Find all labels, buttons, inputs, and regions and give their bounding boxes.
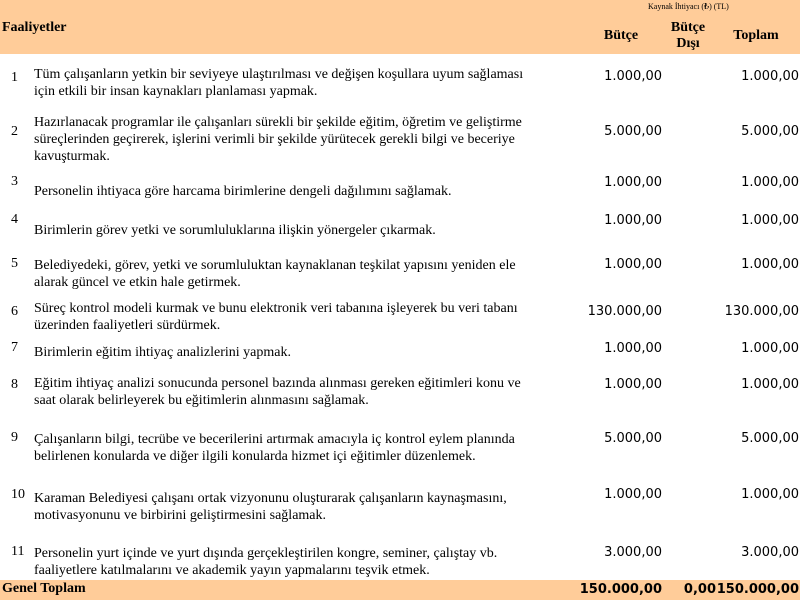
grand-total-row <box>0 580 800 600</box>
table-header <box>0 0 800 54</box>
activities-column-header: Faaliyetler <box>2 20 67 35</box>
activity-line: faaliyetlere katılmalarını ve akademik yayın yapmalarını teşvik etmek. <box>34 563 430 578</box>
activity-text <box>34 257 584 291</box>
activity-text <box>34 344 584 361</box>
budget-value: 3.000,00 <box>604 545 662 560</box>
activity-line: Süreç kontrol modeli kurmak ve bunu elektronik veri tabanına işleyerek bu veri tabanı <box>34 301 518 316</box>
activity-line: kavuşturmak. <box>34 149 110 164</box>
off-budget-column-header <box>662 20 714 52</box>
activity-line: saat olarak belirleyerek bu eğitimlerin alınmasını sağlamak. <box>34 393 369 408</box>
row-number: 4 <box>11 212 18 227</box>
resource-need-label: Kaynak İhtiyacı (₺) (TL) <box>648 2 729 11</box>
row-number: 2 <box>11 124 18 139</box>
activity-text <box>34 114 584 165</box>
off-budget-header-line1: Bütçe <box>670 20 706 35</box>
budget-value: 1.000,00 <box>604 341 662 356</box>
budget-value: 1.000,00 <box>604 213 662 228</box>
activity-line: Birimlerin eğitim ihtiyaç analizlerini yapmak. <box>34 345 291 360</box>
row-number: 10 <box>11 487 25 502</box>
total-value: 5.000,00 <box>741 431 799 446</box>
activity-line: üzerinden faaliyetleri sürdürmek. <box>34 318 221 333</box>
budget-value: 1.000,00 <box>604 175 662 190</box>
off-budget-header-line2: Dışı <box>676 36 700 51</box>
total-column-header: Toplam <box>733 28 779 43</box>
activity-line: alarak güncel ve etkin hale getirmek. <box>34 275 241 290</box>
grand-total-off-budget: 0,00 <box>683 582 716 597</box>
activity-text <box>34 183 584 200</box>
activity-text <box>34 222 584 239</box>
activity-line: Çalışanların bilgi, tecrübe ve becerilerini artırmak amacıyla iç kontrol eylem planında <box>34 432 515 447</box>
total-value: 1.000,00 <box>741 257 799 272</box>
budget-value: 1.000,00 <box>604 487 662 502</box>
budget-value: 130.000,00 <box>587 304 662 319</box>
total-value: 1.000,00 <box>741 487 799 502</box>
row-number: 6 <box>11 304 18 319</box>
activity-text <box>34 490 584 524</box>
activity-text <box>34 431 584 465</box>
total-value: 1.000,00 <box>741 377 799 392</box>
budget-column-header: Bütçe <box>603 28 639 43</box>
activity-line: Personelin ihtiyaca göre harcama birimlerine dengeli dağılımını sağlamak. <box>34 184 452 199</box>
budget-value: 5.000,00 <box>604 431 662 446</box>
row-number: 1 <box>11 70 18 85</box>
total-value: 1.000,00 <box>741 175 799 190</box>
activity-text <box>34 66 584 100</box>
row-number: 9 <box>11 430 18 445</box>
row-number: 5 <box>11 256 18 271</box>
total-value: 1.000,00 <box>741 341 799 356</box>
total-value: 1.000,00 <box>741 69 799 84</box>
row-number: 7 <box>11 340 18 355</box>
row-number: 8 <box>11 377 18 392</box>
activity-line: belirlenen konularda ve diğer ilgili konularda hizmet içi eğitimler düzenlemek. <box>34 449 476 464</box>
grand-total-label: Genel Toplam <box>2 581 86 596</box>
total-value: 130.000,00 <box>724 304 799 319</box>
activity-line: Eğitim ihtiyaç analizi sonucunda personel bazında alınması gereken eğitimleri konu ve <box>34 376 521 391</box>
budget-value: 1.000,00 <box>604 257 662 272</box>
row-number: 3 <box>11 174 18 189</box>
activity-line: süreçlerinden geçirerek, işlerini verimli bir şekilde yürütecek gerekli bilgi ve beceriye <box>34 132 515 147</box>
total-value: 1.000,00 <box>741 213 799 228</box>
activity-line: Hazırlanacak programlar ile çalışanları sürekli bir şekilde eğitim, öğretim ve geliştirme <box>34 115 522 130</box>
grand-total-total: 150.000,00 <box>716 582 799 597</box>
activity-text <box>34 545 584 579</box>
grand-total-budget: 150.000,00 <box>579 582 662 597</box>
activity-text <box>34 375 584 409</box>
activity-line: Karaman Belediyesi çalışanı ortak vizyonunu oluşturarak çalışanların kaynaşmasını, <box>34 491 507 506</box>
total-value: 5.000,00 <box>741 124 799 139</box>
activity-line: Birimlerin görev yetki ve sorumluluklarına ilişkin yönergeler çıkarmak. <box>34 223 436 238</box>
activity-text <box>34 300 584 334</box>
activity-line: Personelin yurt içinde ve yurt dışında gerçekleştirilen kongre, seminer, çalıştay vb. <box>34 546 498 561</box>
activity-line: için etkili bir insan kaynakları planlaması yapmak. <box>34 84 318 99</box>
budget-value: 5.000,00 <box>604 124 662 139</box>
activity-line: Tüm çalışanların yetkin bir seviyeye ulaştırılması ve değişen koşullara uyum sağlaması <box>34 67 524 82</box>
budget-value: 1.000,00 <box>604 377 662 392</box>
row-number: 11 <box>11 544 25 559</box>
total-value: 3.000,00 <box>741 545 799 560</box>
budget-value: 1.000,00 <box>604 69 662 84</box>
activity-line: motivasyonunu ve birbirini geliştirmesini sağlamak. <box>34 508 327 523</box>
activity-line: Belediyedeki, görev, yetki ve sorumluluktan kaynaklanan teşkilat yapısını yeniden ele <box>34 258 516 273</box>
